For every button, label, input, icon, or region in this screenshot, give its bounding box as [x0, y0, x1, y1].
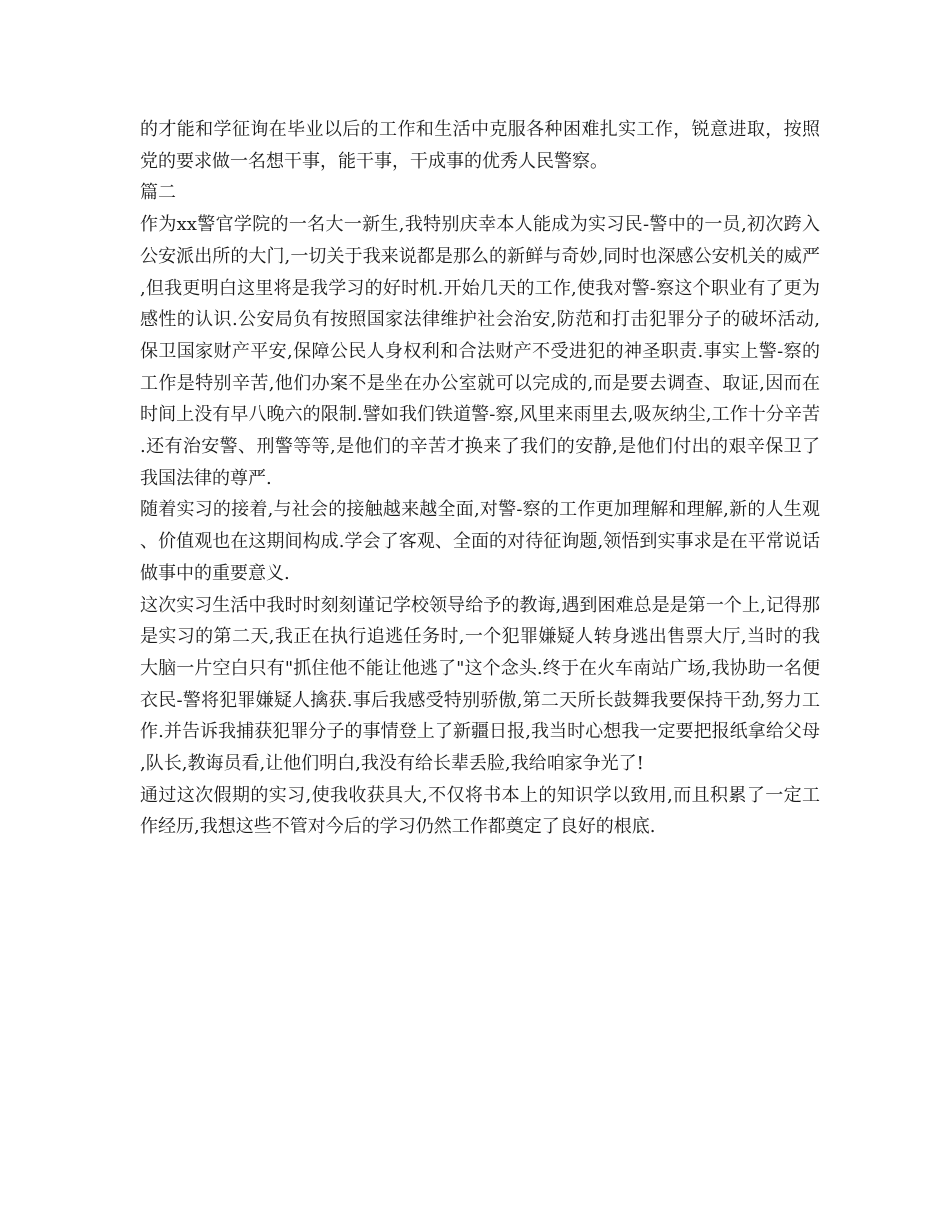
paragraph-internship-start: 作为xx警官学院的一名大一新生,我特别庆幸本人能成为实习民-警中的一员,初次跨入公安派出所的大门,一切关于我来说都是那么的新鲜与奇妙,同时也深感公安机关的威严,但我更明白这里将是我学习的好时机.开始几天的工作,使我对警-察这个职业有了更为感性的认识.公安局负有按照国家法律维护社会治安,防范和打击犯罪分子的破坏活动,保卫国家财产平安,保障公民人身权利和合法财产不受进犯的神圣职责.事实上警-察的工作是特别辛苦,他们办案不是坐在办公室就可以完成的,而是要去调查、取证,因而在时间上没有早八晚六的限制.譬如我们铁道警-察,风里来雨里去,吸灰纳尘,工作十分辛苦.还有治安警、刑警等等,是他们的辛苦才换来了我们的安静,是他们付出的艰辛保卫了我国法律的尊严. — [140, 214, 820, 489]
paragraph-conclusion: 通过这次假期的实习,使我收获具大,不仅将书本上的知识学以致用,而且积累了一定工作经历,我想这些不管对今后的学习仍然工作都奠定了良好的根底. — [140, 784, 820, 838]
paragraph-arrest-story: 这次实习生活中我时时刻刻谨记学校领导给予的教诲,遇到困难总是是第一个上,记得那是实习的第二天,我正在执行追逃任务时,一个犯罪嫌疑人转身逃出售票大厅,当时的我大脑一片空白只有"抓住他不能让他逃了"这个念头.终于在火车南站广场,我协助一名便衣民-警将犯罪嫌疑人擒获.事后我感受特别骄傲,第二天所长鼓舞我要保持干劲,努力工作.并告诉我捕获犯罪分子的事情登上了新疆日报,我当时心想我一定要把报纸拿给父母,队长,教诲员看,让他们明白,我没有给长辈丢脸,我给咱家争光了! — [140, 594, 820, 775]
document-body — [140, 114, 820, 843]
paragraph-intro-continuation: 的才能和学征询在毕业以后的工作和生活中克服各种困难扎实工作，锐意进取，按照党的要求做一名想干事，能干事，干成事的优秀人民警察。 — [140, 119, 820, 172]
paragraph-social-contact: 随着实习的接着,与社会的接触越来越全面,对警-察的工作更加理解和理解,新的人生观、价值观也在这期间构成.学会了客观、全面的对待征询题,领悟到实事求是在平常说话做事中的重要意义. — [140, 499, 820, 584]
section-heading-part-two: 篇二 — [140, 182, 176, 204]
